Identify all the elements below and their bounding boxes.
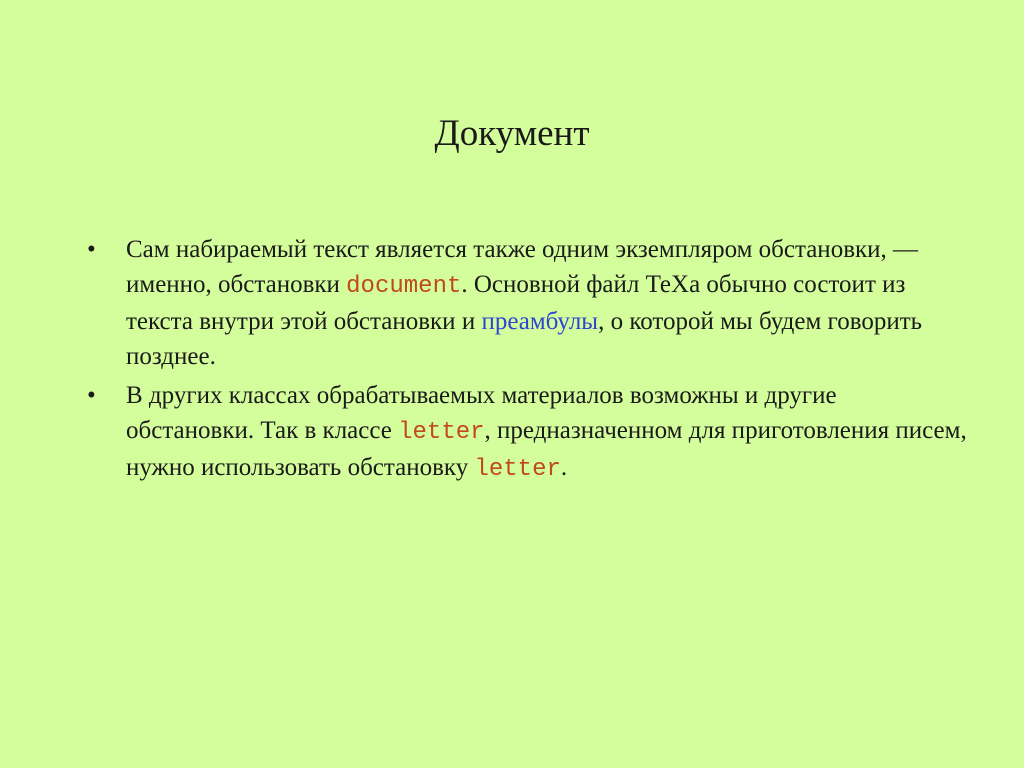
bullet-marker: • [87, 382, 96, 409]
slide-title: Документ [434, 113, 590, 154]
bullet-text: , о которой мы будем говорить позднее. [126, 308, 923, 370]
code-letter-environment: letter [474, 456, 561, 483]
bullet-marker: • [87, 236, 96, 263]
bullet-item-document [87, 232, 967, 374]
code-letter-class: letter [398, 419, 485, 446]
preamble-link[interactable]: преамбулы [481, 308, 599, 335]
bullet-text: В других классах обрабатываемых материалов возможны и другие обстановки. Так в классе [126, 382, 837, 444]
code-document: document [346, 273, 462, 300]
bullet-item-letter [87, 378, 967, 487]
bullet-text: . [560, 454, 568, 481]
bullet-list [87, 232, 967, 491]
bullet-text: , предназначенном для приготовления писем, нужно использовать обстановку [126, 417, 967, 481]
bullet-text: Сам набираемый текст является также одним экземпляром обстановки, — именно, обстановки [126, 236, 919, 298]
bullet-text: . Основной файл ТеХа обычно состоит из текста внутри этой обстановки и [126, 271, 906, 335]
